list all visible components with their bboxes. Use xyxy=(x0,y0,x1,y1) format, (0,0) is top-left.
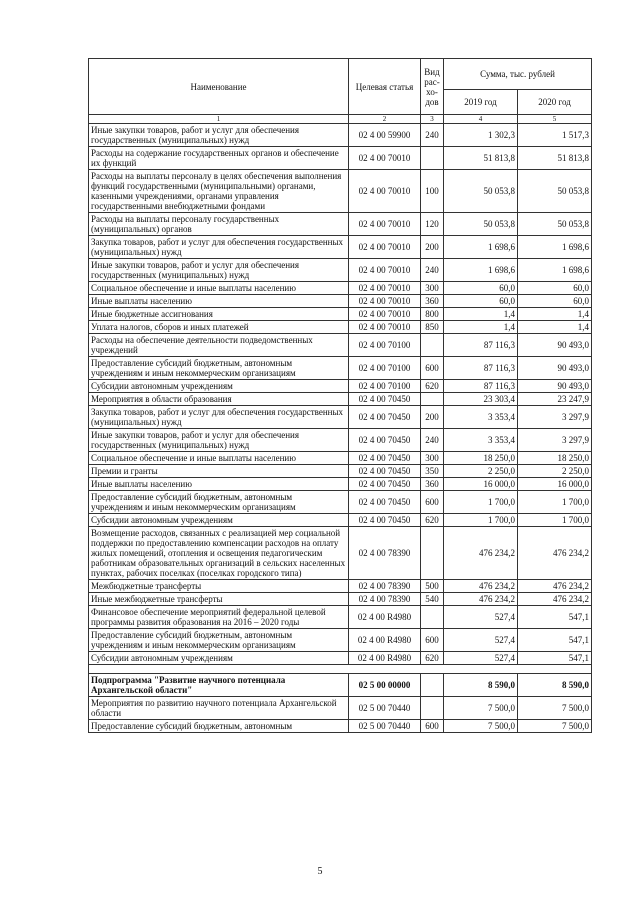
row-expense-type: 600 xyxy=(421,491,444,514)
row-target-code: 02 5 00 70440 xyxy=(349,697,421,720)
row-expense-type xyxy=(421,606,444,629)
row-name: Закупка товаров, работ и услуг для обеспечения государственных (муниципальных) нужд xyxy=(89,236,349,259)
row-expense-type: 360 xyxy=(421,295,444,308)
row-amount-2019: 87 116,3 xyxy=(444,357,518,380)
row-amount-2019: 1 700,0 xyxy=(444,491,518,514)
row-amount-2019: 527,4 xyxy=(444,629,518,652)
row-expense-type xyxy=(421,674,444,697)
row-amount-2020: 18 250,0 xyxy=(518,452,592,465)
table-row xyxy=(89,124,592,147)
table-body xyxy=(89,124,592,733)
row-target-code: 02 4 00 78390 xyxy=(349,593,421,606)
row-name: Предоставление субсидий бюджетным, автономным xyxy=(89,720,349,733)
row-expense-type xyxy=(421,697,444,720)
row-expense-type: 300 xyxy=(421,452,444,465)
table-row xyxy=(89,491,592,514)
table-row xyxy=(89,527,592,580)
row-amount-2020: 16 000,0 xyxy=(518,478,592,491)
row-name: Социальное обеспечение и иные выплаты населению xyxy=(89,282,349,295)
row-amount-2020: 7 500,0 xyxy=(518,697,592,720)
column-index: 1 xyxy=(89,115,349,124)
row-expense-type: 600 xyxy=(421,357,444,380)
row-target-code: 02 4 00 70450 xyxy=(349,478,421,491)
row-target-code: 02 4 00 70010 xyxy=(349,321,421,334)
spacer-cell xyxy=(89,665,592,674)
row-target-code: 02 4 00 59900 xyxy=(349,124,421,147)
table-row xyxy=(89,282,592,295)
table-row xyxy=(89,213,592,236)
row-name: Предоставление субсидий бюджетным, автономным учреждениям и иным некоммерческим организациям xyxy=(89,357,349,380)
row-amount-2019: 7 500,0 xyxy=(444,720,518,733)
row-expense-type xyxy=(421,527,444,580)
table-row xyxy=(89,236,592,259)
row-target-code: 02 4 00 70450 xyxy=(349,429,421,452)
row-name: Предоставление субсидий бюджетным, автономным учреждениям и иным некоммерческим организациям xyxy=(89,491,349,514)
row-name: Закупка товаров, работ и услуг для обеспечения государственных (муниципальных) нужд xyxy=(89,406,349,429)
row-amount-2019: 1,4 xyxy=(444,321,518,334)
row-amount-2020: 50 053,8 xyxy=(518,213,592,236)
row-name: Расходы на выплаты персоналу в целях обеспечения выполнения функций государственными (муниципальными) органами, казенными учреждениями, органами управления государственными внебюджетными фондами xyxy=(89,170,349,213)
row-name: Мероприятия по развитию научного потенциала Архангельской области xyxy=(89,697,349,720)
row-target-code: 02 4 00 70010 xyxy=(349,213,421,236)
row-amount-2020: 1 698,6 xyxy=(518,259,592,282)
table-row xyxy=(89,380,592,393)
row-target-code: 02 4 00 70450 xyxy=(349,465,421,478)
row-amount-2019: 18 250,0 xyxy=(444,452,518,465)
budget-table xyxy=(88,58,592,733)
table-row xyxy=(89,674,592,697)
row-target-code: 02 4 00 70010 xyxy=(349,170,421,213)
table-row xyxy=(89,429,592,452)
row-amount-2020: 90 493,0 xyxy=(518,334,592,357)
table-row xyxy=(89,259,592,282)
row-amount-2019: 527,4 xyxy=(444,652,518,665)
row-amount-2019: 60,0 xyxy=(444,282,518,295)
table-row xyxy=(89,170,592,213)
row-amount-2020: 60,0 xyxy=(518,295,592,308)
table-row xyxy=(89,580,592,593)
row-target-code: 02 4 00 70010 xyxy=(349,282,421,295)
row-name: Расходы на содержание государственных органов и обеспечение их функций xyxy=(89,147,349,170)
row-name: Иные закупки товаров, работ и услуг для обеспечения государственных (муниципальных) нужд xyxy=(89,429,349,452)
row-expense-type: 500 xyxy=(421,580,444,593)
table-row xyxy=(89,606,592,629)
row-expense-type: 240 xyxy=(421,124,444,147)
table-row xyxy=(89,697,592,720)
row-target-code: 02 4 00 R4980 xyxy=(349,652,421,665)
row-amount-2020: 60,0 xyxy=(518,282,592,295)
row-name: Расходы на обеспечение деятельности подведомственных учреждений xyxy=(89,334,349,357)
row-amount-2020: 3 297,9 xyxy=(518,429,592,452)
row-target-code: 02 4 00 70010 xyxy=(349,295,421,308)
row-amount-2020: 476 234,2 xyxy=(518,580,592,593)
table-row xyxy=(89,478,592,491)
header-year-2019: 2019 год xyxy=(444,90,518,115)
row-amount-2020: 90 493,0 xyxy=(518,357,592,380)
table-row xyxy=(89,665,592,674)
row-expense-type: 350 xyxy=(421,465,444,478)
header-code: Целевая статья xyxy=(349,59,421,115)
row-amount-2020: 547,1 xyxy=(518,652,592,665)
row-expense-type: 600 xyxy=(421,629,444,652)
row-target-code: 02 4 00 70010 xyxy=(349,236,421,259)
row-target-code: 02 4 00 R4980 xyxy=(349,606,421,629)
row-name: Расходы на выплаты персоналу государственных (муниципальных) органов xyxy=(89,213,349,236)
row-amount-2019: 87 116,3 xyxy=(444,334,518,357)
row-amount-2019: 2 250,0 xyxy=(444,465,518,478)
row-expense-type xyxy=(421,147,444,170)
column-index: 5 xyxy=(518,115,592,124)
row-name: Субсидии автономным учреждениям xyxy=(89,380,349,393)
row-amount-2020: 476 234,2 xyxy=(518,593,592,606)
row-target-code: 02 4 00 70010 xyxy=(349,259,421,282)
table-header xyxy=(89,59,592,124)
header-name: Наименование xyxy=(89,59,349,115)
table-row xyxy=(89,308,592,321)
row-expense-type xyxy=(421,393,444,406)
row-name: Предоставление субсидий бюджетным, автономным учреждениям и иным некоммерческим организациям xyxy=(89,629,349,652)
row-name: Субсидии автономным учреждениям xyxy=(89,514,349,527)
table-row xyxy=(89,357,592,380)
table-row xyxy=(89,452,592,465)
row-expense-type: 100 xyxy=(421,170,444,213)
row-target-code: 02 4 00 70450 xyxy=(349,491,421,514)
row-target-code: 02 4 00 70100 xyxy=(349,334,421,357)
table-row xyxy=(89,147,592,170)
row-target-code: 02 4 00 70010 xyxy=(349,147,421,170)
row-expense-type: 540 xyxy=(421,593,444,606)
row-expense-type: 240 xyxy=(421,259,444,282)
row-amount-2019: 1 700,0 xyxy=(444,514,518,527)
table-row xyxy=(89,295,592,308)
row-amount-2020: 23 247,9 xyxy=(518,393,592,406)
row-target-code: 02 4 00 70010 xyxy=(349,308,421,321)
row-target-code: 02 4 00 70450 xyxy=(349,406,421,429)
row-amount-2019: 50 053,8 xyxy=(444,170,518,213)
table-row xyxy=(89,629,592,652)
row-name: Иные межбюджетные трансферты xyxy=(89,593,349,606)
row-amount-2020: 90 493,0 xyxy=(518,380,592,393)
row-amount-2020: 1 700,0 xyxy=(518,514,592,527)
row-expense-type: 200 xyxy=(421,406,444,429)
row-amount-2020: 1 698,6 xyxy=(518,236,592,259)
row-amount-2019: 60,0 xyxy=(444,295,518,308)
row-name: Мероприятия в области образования xyxy=(89,393,349,406)
header-type xyxy=(421,59,444,115)
row-target-code: 02 4 00 70100 xyxy=(349,380,421,393)
row-target-code: 02 4 00 70100 xyxy=(349,357,421,380)
budget-document xyxy=(88,58,591,733)
row-target-code: 02 5 00 70440 xyxy=(349,720,421,733)
row-expense-type: 200 xyxy=(421,236,444,259)
row-name: Премии и гранты xyxy=(89,465,349,478)
row-expense-type: 620 xyxy=(421,652,444,665)
row-amount-2019: 3 353,4 xyxy=(444,429,518,452)
table-row xyxy=(89,465,592,478)
header-type-line: дов xyxy=(425,96,439,107)
row-name: Межбюджетные трансферты xyxy=(89,580,349,593)
row-expense-type: 240 xyxy=(421,429,444,452)
row-name: Социальное обеспечение и иные выплаты населению xyxy=(89,452,349,465)
row-amount-2020: 1 517,3 xyxy=(518,124,592,147)
row-name: Финансовое обеспечение мероприятий федеральной целевой программы развития образования на 2016 – 2020 годы xyxy=(89,606,349,629)
header-type-line: рас- xyxy=(424,76,440,87)
row-amount-2020: 1 700,0 xyxy=(518,491,592,514)
table-row xyxy=(89,652,592,665)
table-row xyxy=(89,720,592,733)
row-name: Субсидии автономным учреждениям xyxy=(89,652,349,665)
row-expense-type: 620 xyxy=(421,380,444,393)
row-target-code: 02 4 00 70450 xyxy=(349,514,421,527)
table-row xyxy=(89,321,592,334)
row-amount-2019: 1 698,6 xyxy=(444,236,518,259)
row-amount-2019: 527,4 xyxy=(444,606,518,629)
row-amount-2019: 16 000,0 xyxy=(444,478,518,491)
row-amount-2019: 51 813,8 xyxy=(444,147,518,170)
row-amount-2019: 1 302,3 xyxy=(444,124,518,147)
row-amount-2019: 1,4 xyxy=(444,308,518,321)
row-amount-2020: 3 297,9 xyxy=(518,406,592,429)
row-target-code: 02 4 00 78390 xyxy=(349,527,421,580)
row-expense-type: 620 xyxy=(421,514,444,527)
row-amount-2019: 476 234,2 xyxy=(444,593,518,606)
row-target-code: 02 4 00 R4980 xyxy=(349,629,421,652)
row-amount-2019: 50 053,8 xyxy=(444,213,518,236)
table-row xyxy=(89,393,592,406)
row-name: Иные закупки товаров, работ и услуг для обеспечения государственных (муниципальных) нужд xyxy=(89,124,349,147)
row-amount-2019: 3 353,4 xyxy=(444,406,518,429)
table-row xyxy=(89,593,592,606)
row-target-code: 02 4 00 70450 xyxy=(349,393,421,406)
row-expense-type: 800 xyxy=(421,308,444,321)
row-name: Иные закупки товаров, работ и услуг для обеспечения государственных (муниципальных) нужд xyxy=(89,259,349,282)
row-amount-2019: 476 234,2 xyxy=(444,527,518,580)
header-type-line: Вид xyxy=(424,66,440,77)
row-target-code: 02 5 00 00000 xyxy=(349,674,421,697)
row-amount-2020: 476 234,2 xyxy=(518,527,592,580)
header-year-2020: 2020 год xyxy=(518,90,592,115)
row-name: Возмещение расходов, связанных с реализацией мер социальной поддержки по предоставлению компенсации расходов на оплату жилых помещений, отопления и освещения педагогическим работникам образовательных организаций в сельских населенных пунктах, рабочих поселках (поселках городского типа) xyxy=(89,527,349,580)
page-number: 5 xyxy=(317,866,323,877)
row-name: Иные бюджетные ассигнования xyxy=(89,308,349,321)
row-target-code: 02 4 00 78390 xyxy=(349,580,421,593)
row-amount-2019: 87 116,3 xyxy=(444,380,518,393)
row-amount-2019: 23 303,4 xyxy=(444,393,518,406)
row-amount-2020: 50 053,8 xyxy=(518,170,592,213)
row-amount-2019: 476 234,2 xyxy=(444,580,518,593)
header-sum: Сумма, тыс. рублей xyxy=(444,59,592,90)
row-amount-2020: 2 250,0 xyxy=(518,465,592,478)
row-amount-2019: 7 500,0 xyxy=(444,697,518,720)
row-amount-2020: 547,1 xyxy=(518,629,592,652)
column-index: 4 xyxy=(444,115,518,124)
row-amount-2020: 7 500,0 xyxy=(518,720,592,733)
row-expense-type: 120 xyxy=(421,213,444,236)
row-amount-2020: 547,1 xyxy=(518,606,592,629)
row-target-code: 02 4 00 70450 xyxy=(349,452,421,465)
table-row xyxy=(89,334,592,357)
row-expense-type xyxy=(421,334,444,357)
row-amount-2019: 1 698,6 xyxy=(444,259,518,282)
header-type-line: хо- xyxy=(426,86,438,97)
row-expense-type: 360 xyxy=(421,478,444,491)
row-amount-2020: 1,4 xyxy=(518,308,592,321)
row-name: Подпрограмма "Развитие научного потенциала Архангельской области" xyxy=(89,674,349,697)
column-index: 3 xyxy=(421,115,444,124)
row-name: Иные выплаты населению xyxy=(89,295,349,308)
row-expense-type: 850 xyxy=(421,321,444,334)
column-index: 2 xyxy=(349,115,421,124)
row-name: Иные выплаты населению xyxy=(89,478,349,491)
table-row xyxy=(89,514,592,527)
row-expense-type: 300 xyxy=(421,282,444,295)
row-expense-type: 600 xyxy=(421,720,444,733)
row-name: Уплата налогов, сборов и иных платежей xyxy=(89,321,349,334)
table-row xyxy=(89,406,592,429)
row-amount-2020: 8 590,0 xyxy=(518,674,592,697)
row-amount-2020: 1,4 xyxy=(518,321,592,334)
row-amount-2020: 51 813,8 xyxy=(518,147,592,170)
row-amount-2019: 8 590,0 xyxy=(444,674,518,697)
